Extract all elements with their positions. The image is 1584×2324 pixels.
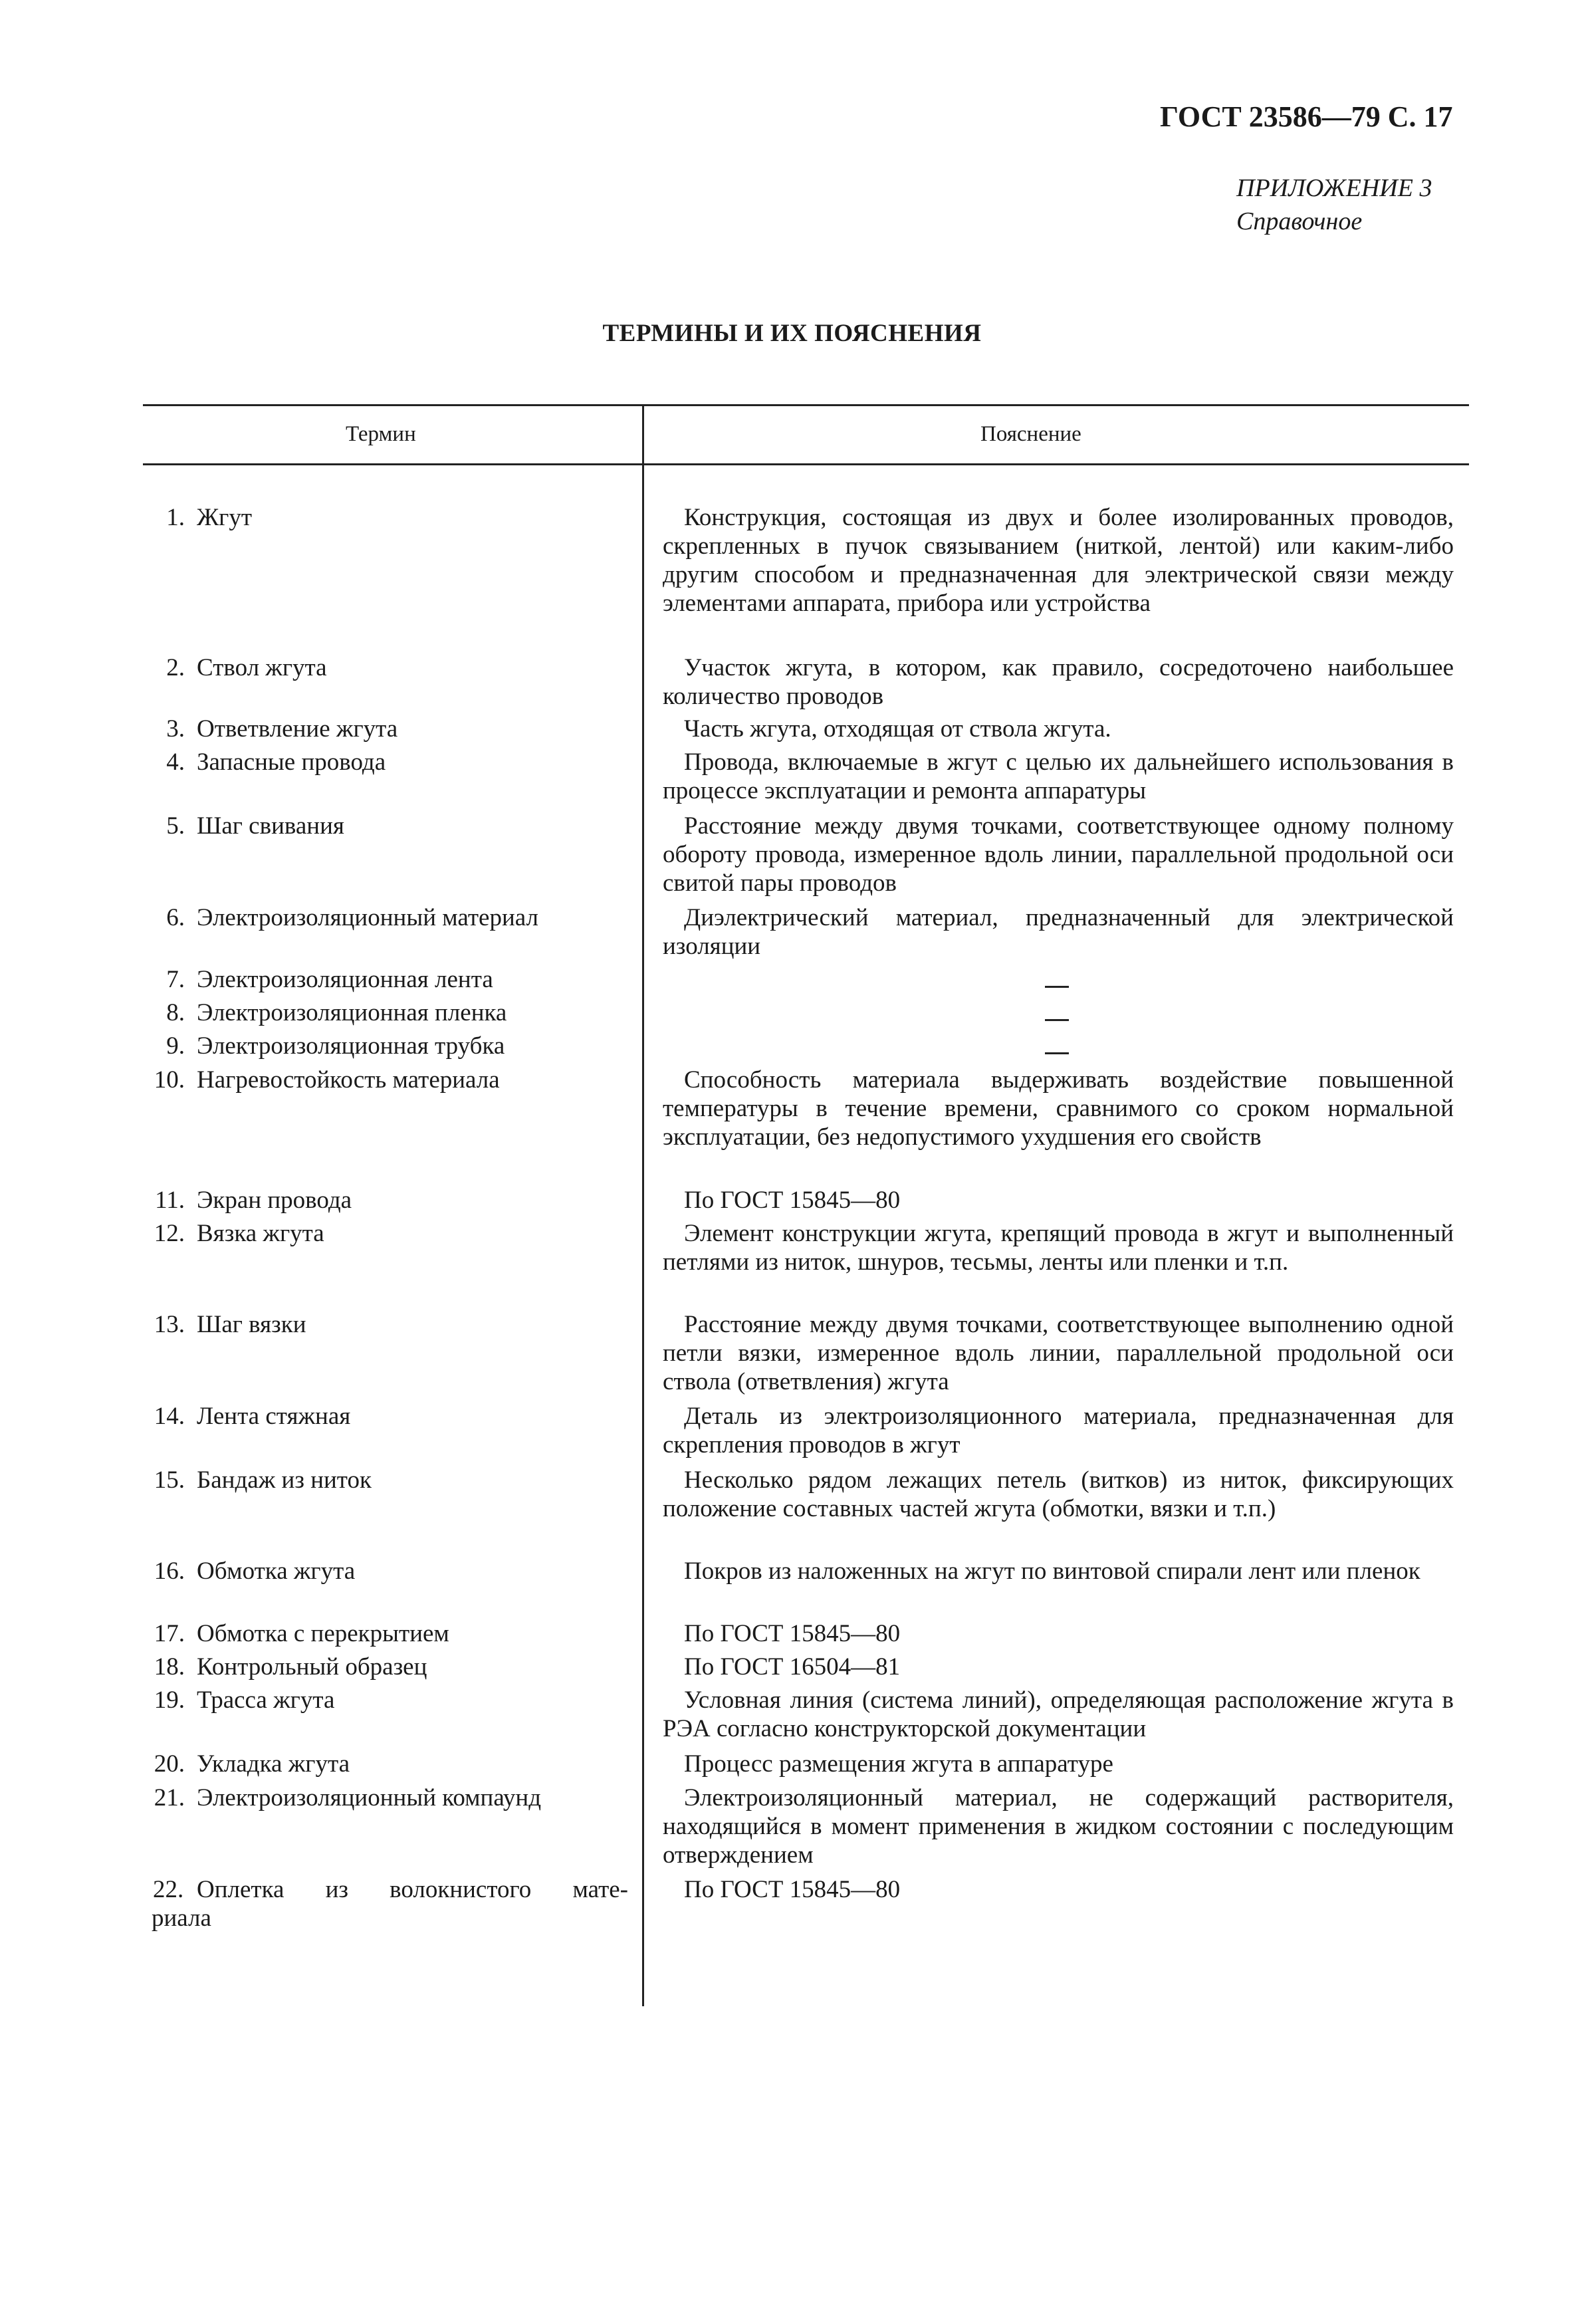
- term-text: Запасные провода: [197, 749, 386, 776]
- appendix-number: ПРИЛОЖЕНИЕ 3: [1236, 174, 1432, 202]
- term-cell: [153, 1875, 628, 1932]
- term-cell: [140, 965, 641, 994]
- empty-explanation-dash: [1045, 986, 1069, 988]
- explanation-cell: Диэлектрический материал, предназначенный для электрической изоляции: [663, 904, 1454, 960]
- explanation-cell: Способность материала выдерживать воздействие повышенной температуры в течение времени, сравнимого со сроком нормальной эксплуатации, без недопустимого ухудшения его свойств: [663, 1066, 1454, 1151]
- empty-explanation-dash: [1045, 1019, 1069, 1021]
- term-cell: [140, 1186, 641, 1215]
- term-number: 16.: [154, 1558, 185, 1585]
- explanation-cell: По ГОСТ 16504—81: [684, 1653, 901, 1681]
- explanation-cell: Расстояние между двумя точками, соответствующее выполнению одной петли вязки, измеренное вдоль линии, параллельной продольной оси ствола (ответвления) жгута: [663, 1311, 1454, 1395]
- term-number: 18.: [154, 1653, 185, 1681]
- term-text: Электроизоляционный материал: [197, 904, 538, 931]
- term-text: Бандаж из ниток: [197, 1466, 372, 1494]
- column-header-term: Термин: [346, 422, 416, 446]
- term-cell: [140, 998, 641, 1027]
- term-cell: [140, 1066, 641, 1094]
- standard-page-header: ГОСТ 23586—79 С. 17: [1160, 100, 1453, 133]
- term-number: 22.: [153, 1876, 184, 1903]
- term-number: 21.: [154, 1784, 185, 1811]
- explanation-cell: Несколько рядом лежащих петель (витков) из ниток, фиксирующих положение составных частей жгута (обмотки, вязки и т.п.): [663, 1466, 1454, 1522]
- table-column-divider: [642, 404, 644, 2006]
- term-cell: [140, 1686, 641, 1714]
- term-text: Электроизоляционная лента: [197, 966, 493, 993]
- term-text: Ствол жгута: [197, 654, 327, 681]
- term-text: Вязка жгута: [197, 1220, 324, 1247]
- explanation-cell: По ГОСТ 15845—80: [684, 1620, 901, 1647]
- term-number: 6.: [166, 904, 185, 931]
- term-number: 4.: [166, 749, 185, 776]
- column-header-explanation: Пояснение: [980, 422, 1081, 446]
- term-line-2: риала: [152, 1905, 211, 1932]
- term-cell: [140, 1402, 641, 1431]
- term-cell: [140, 503, 641, 532]
- term-cell: [140, 715, 641, 743]
- term-text: Оплетка из волокнистого мате-: [197, 1876, 628, 1903]
- appendix-type: Справочное: [1236, 207, 1363, 235]
- table-header-rule: [143, 463, 1469, 465]
- term-number: 1.: [166, 504, 185, 531]
- term-number: 9.: [166, 1032, 185, 1060]
- term-number: 11.: [155, 1187, 185, 1214]
- explanation-cell: Часть жгута, отходящая от ствола жгута.: [684, 715, 1111, 743]
- term-text: Жгут: [197, 504, 252, 531]
- term-number: 7.: [166, 966, 185, 993]
- term-text: Электроизоляционная пленка: [197, 999, 507, 1026]
- term-number: 5.: [166, 812, 185, 840]
- term-number: 10.: [154, 1066, 185, 1094]
- explanation-cell: По ГОСТ 15845—80: [684, 1187, 901, 1214]
- term-text: Ответвление жгута: [197, 715, 398, 743]
- explanation-cell: Процесс размещения жгута в аппаратуре: [684, 1750, 1113, 1778]
- term-cell: [140, 1557, 641, 1585]
- term-number: 15.: [154, 1466, 185, 1494]
- term-line-1: [153, 1875, 628, 1904]
- term-cell: [140, 1619, 641, 1648]
- term-text: Трасса жгута: [197, 1686, 335, 1714]
- term-text: Шаг свивания: [197, 812, 344, 840]
- explanation-cell: Элемент конструкции жгута, крепящий провода в жгут и выполненный петлями из ниток, шнуров, тесьмы, ленты или пленки и т.п.: [663, 1220, 1454, 1276]
- term-cell: [140, 1032, 641, 1060]
- explanation-cell: Расстояние между двумя точками, соответствующее одному полному обороту провода, измеренное вдоль линии, параллельной продольной оси свитой пары проводов: [663, 812, 1454, 897]
- term-number: 8.: [166, 999, 185, 1026]
- term-cell: [140, 1466, 641, 1494]
- term-number: 20.: [154, 1750, 185, 1778]
- term-text: Обмотка жгута: [197, 1558, 356, 1585]
- term-text: Лента стяжная: [197, 1403, 351, 1430]
- term-cell: [140, 1310, 641, 1339]
- explanation-cell: Участок жгута, в котором, как правило, сосредоточено наибольшее количество проводов: [663, 654, 1454, 710]
- term-text: Шаг вязки: [197, 1311, 306, 1338]
- explanation-cell: Конструкция, состоящая из двух и более изолированных проводов, скрепленных в пучок связыванием (ниткой, лентой) или каким-либо другим способом и предназначенная для электрической связи между элементами аппарата, прибора или устройства: [663, 504, 1454, 617]
- term-text: Укладка жгута: [197, 1750, 350, 1778]
- term-number: 14.: [154, 1403, 185, 1430]
- term-text: Контрольный образец: [197, 1653, 427, 1681]
- table-top-rule: [143, 404, 1469, 406]
- term-cell: [140, 1653, 641, 1681]
- term-cell: [140, 748, 641, 776]
- term-number: 17.: [154, 1620, 185, 1647]
- term-cell: [140, 903, 641, 932]
- explanation-cell: По ГОСТ 15845—80: [684, 1876, 901, 1903]
- term-text: Электроизоляционная трубка: [197, 1032, 505, 1060]
- explanation-cell: Электроизоляционный материал, не содержащий растворителя, находящийся в момент применения в жидком состоянии с последующим отверждением: [663, 1784, 1454, 1869]
- explanation-cell: Провода, включаемые в жгут с целью их дальнейшего использования в процессе эксплуатации и ремонта аппаратуры: [663, 749, 1454, 804]
- term-cell: [140, 1784, 641, 1812]
- appendix-label: [1236, 172, 1432, 238]
- page-title: ТЕРМИНЫ И ИХ ПОЯСНЕНИЯ: [602, 320, 982, 347]
- term-cell: [140, 653, 641, 682]
- term-text: Экран провода: [197, 1187, 352, 1214]
- term-text: Обмотка с перекрытием: [197, 1620, 449, 1647]
- explanation-cell: Покров из наложенных на жгут по винтовой спирали лент или пленок: [684, 1558, 1420, 1585]
- term-number: 19.: [154, 1686, 185, 1714]
- explanation-cell: Условная линия (система линий), определяющая расположение жгута в РЭА согласно конструкторской документации: [663, 1686, 1454, 1742]
- term-number: 3.: [166, 715, 185, 743]
- explanation-cell: Деталь из электроизоляционного материала, предназначенная для скрепления проводов в жгут: [663, 1403, 1454, 1458]
- term-text: Электроизоляционный компаунд: [197, 1784, 542, 1811]
- term-number: 13.: [154, 1311, 185, 1338]
- term-number: 2.: [166, 654, 185, 681]
- term-text: Нагревостойкость материала: [197, 1066, 500, 1094]
- empty-explanation-dash: [1045, 1052, 1069, 1054]
- term-cell: [140, 1750, 641, 1778]
- term-cell: [140, 1219, 641, 1248]
- term-number: 12.: [154, 1220, 185, 1247]
- term-cell: [140, 812, 641, 840]
